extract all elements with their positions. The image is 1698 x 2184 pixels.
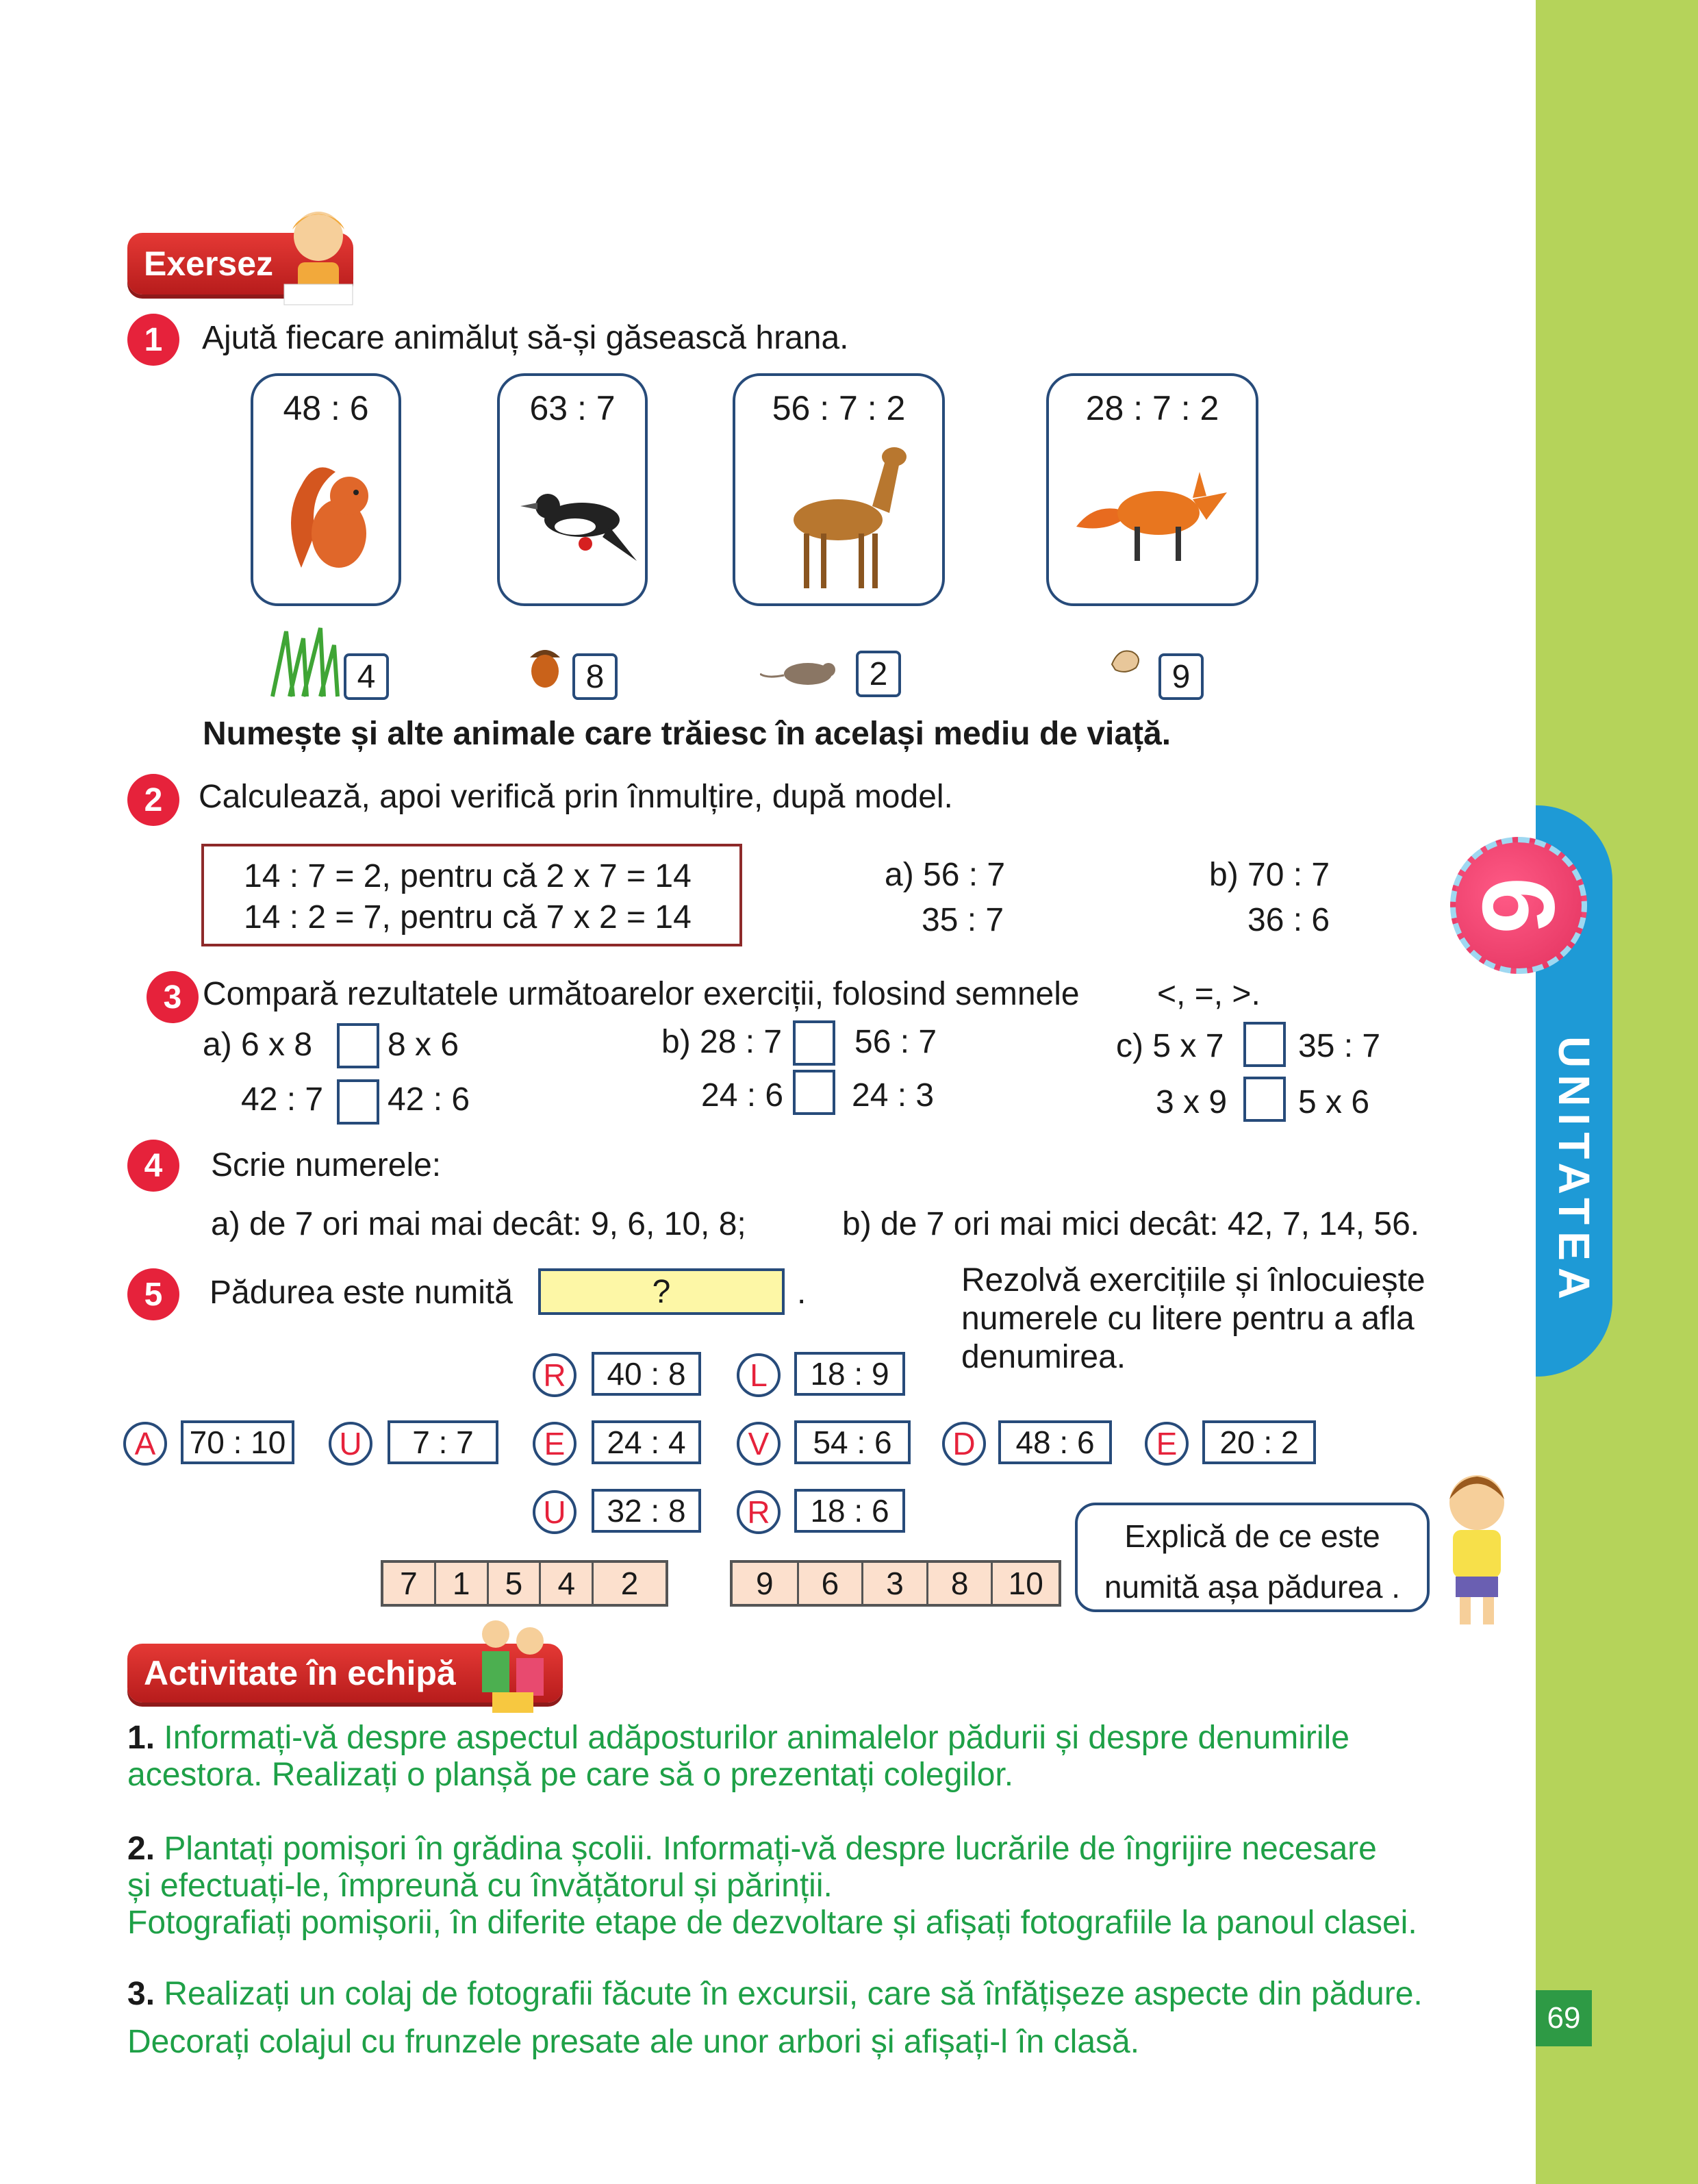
team-item-1 (127, 1719, 1349, 1757)
team-item-line: și efectuați-le, împreună cu învățătorul și părinții. (127, 1868, 833, 1904)
team-item-number: 2. (127, 1831, 155, 1867)
letter-circle: R (737, 1490, 781, 1534)
code-cell: 6 (797, 1563, 862, 1604)
code-cell: 9 (755, 1566, 774, 1601)
squirrel-icon (281, 451, 377, 575)
animal-card[interactable] (251, 373, 401, 606)
ex2-a-line2: 35 : 7 (922, 902, 1004, 938)
ex5-hint-line: Rezolvă exercițiile și înlocuiește (961, 1262, 1425, 1298)
team-item-line: acestora. Realizați o planșă pe care să o prezentați colegilor. (127, 1757, 1014, 1793)
ex4-b: b) de 7 ori mai mici decât: 42, 7, 14, 56. (842, 1206, 1420, 1242)
letter-circle: U (533, 1490, 576, 1534)
expression-box: 70 : 10 (181, 1420, 294, 1464)
model-line: 14 : 2 = 7, pentru că 7 x 2 = 14 (244, 899, 692, 936)
compare-answer-box[interactable] (337, 1079, 379, 1125)
model-line: 14 : 7 = 2, pentru că 2 x 7 = 14 (244, 858, 692, 894)
ex1-followup: Numește și alte animale care trăiesc în același mediu de viață. (203, 716, 1171, 752)
ex4-instruction: Scrie numerele: (211, 1147, 442, 1183)
speech-bubble (1075, 1503, 1430, 1612)
compare-left: a) 6 x 8 (203, 1027, 313, 1063)
team-item-number: 1. (127, 1720, 155, 1756)
acorn-icon (524, 642, 566, 690)
ex5-hint-line: denumirea. (961, 1339, 1126, 1375)
unit-label: UNITATEA (1549, 1035, 1599, 1307)
fox-icon (1069, 444, 1241, 568)
ex3-signs: <, =, >. (1157, 976, 1260, 1012)
letter-circle: A (123, 1422, 167, 1466)
unit-number: 6 (1461, 877, 1577, 934)
exercise-number: 5 (127, 1268, 179, 1320)
food-number-box: 4 (344, 653, 389, 700)
card-expression: 56 : 7 : 2 (772, 389, 906, 427)
animal-card[interactable] (497, 373, 648, 606)
bubble-line: numită așa pădurea . (1104, 1569, 1401, 1605)
deer-icon (776, 431, 913, 595)
forest-name-input[interactable]: ? (538, 1268, 785, 1315)
letter-circle: U (329, 1422, 372, 1466)
code-cell: 8 (926, 1563, 991, 1604)
exercise-number: 2 (127, 774, 179, 826)
code-cell: 7 (400, 1566, 418, 1601)
children-group-icon (475, 1614, 550, 1716)
grass-icon (266, 625, 341, 700)
expression-box: 20 : 2 (1202, 1420, 1316, 1464)
compare-left: c) 5 x 7 (1116, 1028, 1224, 1064)
compare-right: 24 : 3 (852, 1077, 935, 1114)
compare-right: 8 x 6 (388, 1027, 459, 1063)
ex2-instruction: Calculează, apoi verifică prin înmulțire, după model. (199, 779, 953, 815)
exercise-number: 1 (127, 314, 179, 366)
ex2-b-line2: 36 : 6 (1247, 902, 1330, 938)
unit-badge (1450, 837, 1587, 974)
ex2-b-line1: b) 70 : 7 (1209, 857, 1330, 893)
code-cell: 10 (991, 1563, 1059, 1604)
ex5-prefix: Pădurea este numită (210, 1275, 513, 1311)
code-cell: 5 (487, 1563, 540, 1604)
team-item-line: Decorați colajul cu frunzele presate ale unor arbori și afișați-l în clasă. (127, 2024, 1140, 2060)
compare-left: 24 : 6 (701, 1077, 784, 1114)
ex5-suffix: . (797, 1275, 807, 1311)
woodpecker-icon (520, 479, 637, 568)
ex3-instruction: Compară rezultatele următoarelor exerciții, folosind semnele (203, 976, 1080, 1012)
letter-circle: E (1145, 1422, 1189, 1466)
code-cell: 2 (592, 1563, 666, 1604)
compare-left: b) 28 : 7 (661, 1024, 783, 1060)
grub-icon (1105, 644, 1146, 678)
food-number-box: 9 (1158, 653, 1204, 700)
compare-left: 42 : 7 (241, 1081, 324, 1118)
page-number: 69 (1536, 1990, 1592, 2046)
team-item-line: Fotografiați pomișorii, în diferite etape de dezvoltare și afișați fotografiile la panoul clasei. (127, 1905, 1417, 1941)
code-strip (730, 1560, 1061, 1607)
team-item-line: Informați-vă despre aspectul adăposturilor animalelor pădurii și despre denumirile (164, 1720, 1349, 1756)
compare-right: 5 x 6 (1298, 1084, 1370, 1120)
expression-box: 18 : 9 (794, 1352, 905, 1396)
ex4-a: a) de 7 ori mai mai decât: 9, 6, 10, 8; (211, 1206, 746, 1242)
animal-card[interactable] (1046, 373, 1258, 606)
boy-icon (1432, 1468, 1521, 1629)
compare-right: 42 : 6 (388, 1081, 470, 1118)
team-item-line: Realizați un colaj de fotografii făcute în excursii, care să înfățișeze aspecte din pădure. (164, 1976, 1423, 2012)
letter-circle: V (737, 1422, 781, 1466)
card-expression: 63 : 7 (529, 389, 616, 427)
food-number-box: 8 (572, 653, 618, 700)
team-item-2 (127, 1830, 1377, 1868)
expression-box: 32 : 8 (592, 1489, 701, 1533)
code-strip (381, 1560, 668, 1607)
compare-right: 35 : 7 (1298, 1028, 1381, 1064)
code-cell: 4 (539, 1563, 592, 1604)
card-expression: 48 : 6 (283, 389, 369, 427)
team-activity-title: Activitate în echipă (144, 1654, 456, 1692)
letter-circle: L (737, 1353, 781, 1397)
compare-answer-box[interactable] (793, 1070, 835, 1115)
exercise-number: 4 (127, 1140, 179, 1192)
exercise-number: 3 (147, 971, 199, 1023)
expression-box: 24 : 4 (592, 1420, 701, 1464)
exersez-title: Exersez (144, 244, 274, 283)
bubble-line: Explică de ce este (1124, 1518, 1380, 1554)
food-number-box: 2 (856, 651, 901, 697)
expression-box: 18 : 6 (794, 1489, 905, 1533)
ex5-hint-line: numerele cu litere pentru a afla (961, 1301, 1415, 1337)
ex2-a-line1: a) 56 : 7 (885, 857, 1006, 893)
compare-answer-box[interactable] (1243, 1022, 1286, 1067)
letter-circle: R (533, 1353, 576, 1397)
expression-box: 7 : 7 (388, 1420, 498, 1464)
code-cell: 3 (861, 1563, 926, 1604)
team-item-line: Plantați pomișori în grădina școlii. Informați-vă despre lucrările de îngrijire necesare (164, 1831, 1377, 1867)
compare-left: 3 x 9 (1156, 1084, 1228, 1120)
ex1-instruction: Ajută fiecare animăluț să-și găsească hrana. (202, 320, 849, 356)
model-box (201, 844, 742, 946)
letter-circle: D (942, 1422, 986, 1466)
expression-box: 48 : 6 (998, 1420, 1112, 1464)
mouse-icon (760, 655, 842, 689)
card-expression: 28 : 7 : 2 (1085, 389, 1219, 427)
compare-answer-box[interactable] (337, 1023, 379, 1068)
animal-card[interactable] (733, 373, 945, 606)
code-cell: 1 (434, 1563, 487, 1604)
expression-box: 40 : 8 (592, 1352, 701, 1396)
team-item-3 (127, 1975, 1423, 2013)
team-item-number: 3. (127, 1976, 155, 2012)
expression-box: 54 : 6 (794, 1420, 911, 1464)
compare-right: 56 : 7 (854, 1024, 937, 1060)
compare-answer-box[interactable] (1243, 1077, 1286, 1122)
compare-answer-box[interactable] (793, 1020, 835, 1066)
girl-writing-icon (277, 202, 359, 308)
letter-circle: E (533, 1422, 576, 1466)
